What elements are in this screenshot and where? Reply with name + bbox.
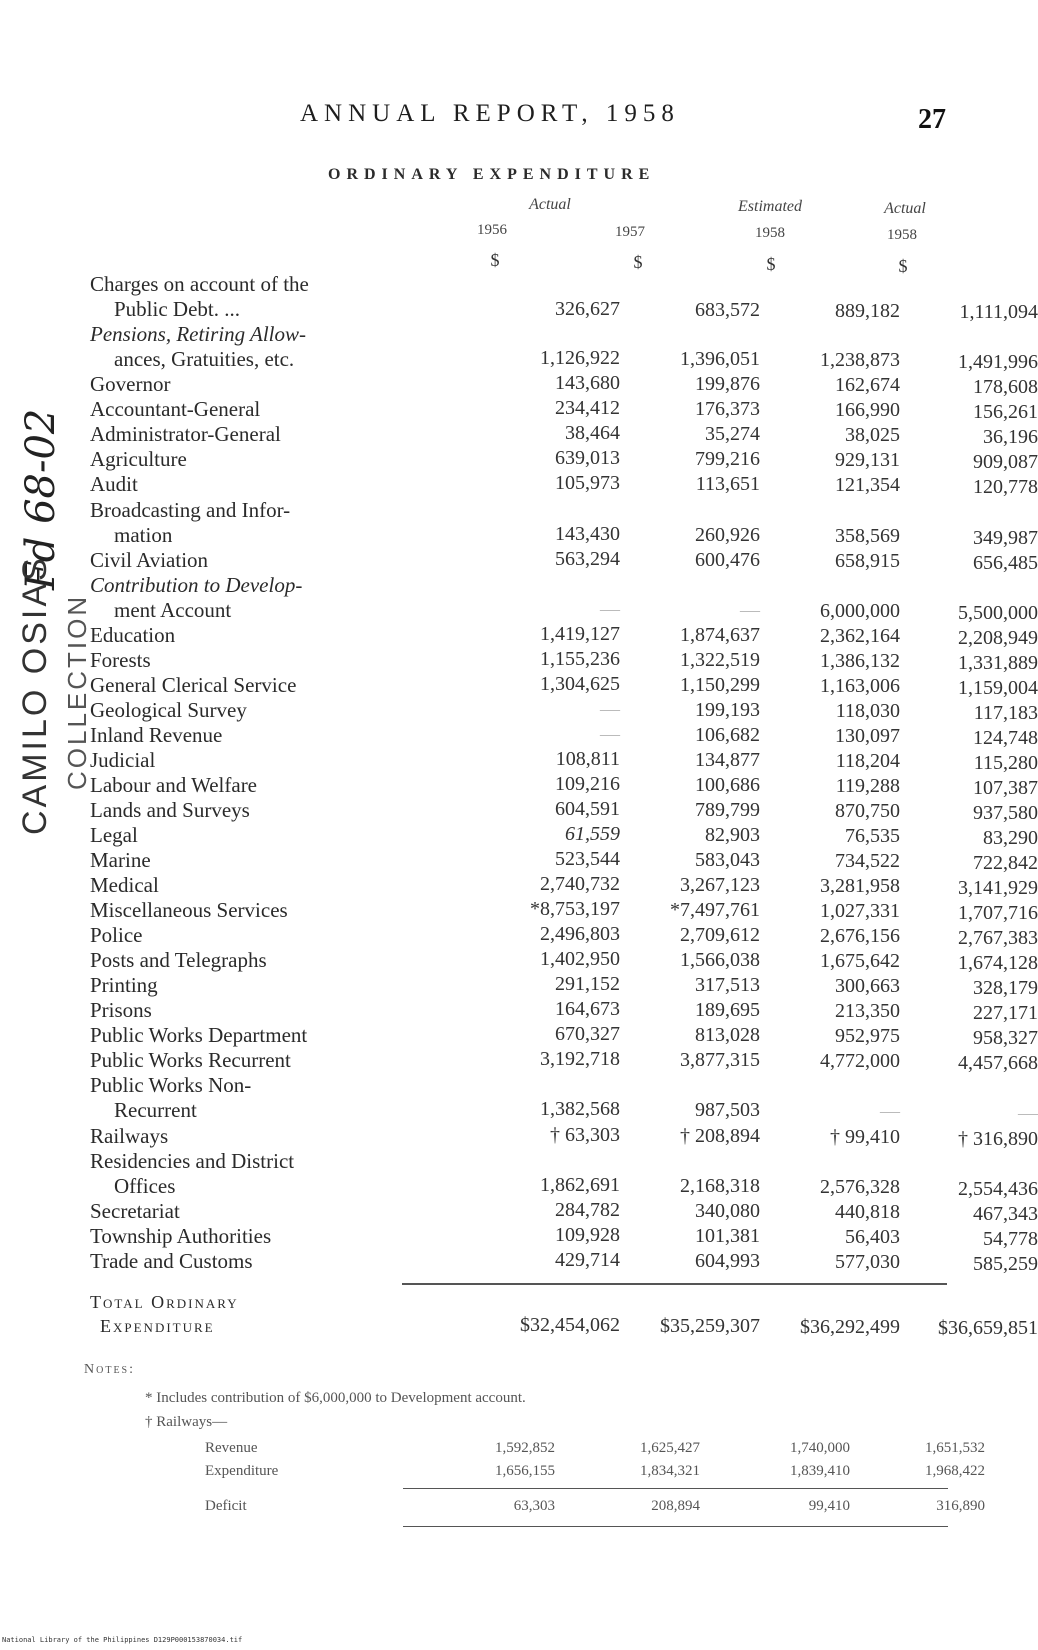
cell-1958-est: 162,674 <box>835 374 900 396</box>
row-label: Inland Revenue <box>90 723 223 747</box>
row-label: Lands and Surveys <box>90 798 250 822</box>
row-label: Police <box>90 923 143 947</box>
row-label-cont: Recurrent <box>114 1098 197 1122</box>
cell-1957: 1,566,038 <box>680 949 760 971</box>
collection-stamp-sub: COLLECTION <box>62 593 92 790</box>
cell-1958-est: 870,750 <box>835 800 900 822</box>
col-year-1958-act: 1958 <box>887 227 917 243</box>
cell-1958-act: 120,778 <box>973 476 1038 498</box>
cell-1956: 3,192,718 <box>540 1048 620 1070</box>
cell-1957: 2,709,612 <box>680 924 760 946</box>
cell-1958-act: 124,748 <box>973 727 1038 749</box>
cell-1958-act: 1,111,094 <box>959 301 1038 323</box>
cell-1958-act: 656,485 <box>973 552 1038 574</box>
report-title: ANNUAL REPORT, 1958 <box>300 100 680 127</box>
cell-1957: 813,028 <box>695 1024 760 1046</box>
cell-1958-est: 166,990 <box>835 399 900 421</box>
cell-1957: 1,874,637 <box>680 624 760 646</box>
total-1957: $35,259,307 <box>660 1315 760 1337</box>
note-cell-1958-est: 1,839,410 <box>790 1463 850 1479</box>
cell-1958-est: † 99,410 <box>830 1126 900 1148</box>
cell-1958-act: 4,457,668 <box>958 1052 1038 1074</box>
row-label: Railways <box>90 1124 169 1148</box>
cell-1958-est: 929,131 <box>835 449 900 471</box>
cell-1957: † 208,894 <box>680 1125 760 1147</box>
row-label: Governor <box>90 372 171 396</box>
cell-1957: 176,373 <box>695 398 760 420</box>
cell-1957: 100,686 <box>695 774 760 796</box>
cell-1958-est: 1,163,006 <box>820 675 900 697</box>
row-label: Contribution to Develop- <box>90 573 303 597</box>
cell-1958-act: 107,387 <box>973 777 1038 799</box>
cell-1958-est: 1,386,132 <box>820 650 900 672</box>
note-cell-1957: 1,834,321 <box>640 1463 700 1479</box>
cell-1956: 109,216 <box>555 773 620 795</box>
cell-1957: 799,216 <box>695 448 760 470</box>
cell-1958-est: 118,030 <box>835 700 900 722</box>
row-label: Prisons <box>90 998 152 1022</box>
note-cell-1956: 63,303 <box>513 1498 555 1514</box>
note-railways-heading: † Railways— <box>145 1414 228 1430</box>
col-year-1956: 1956 <box>477 222 507 238</box>
cell-1957: 82,903 <box>705 824 760 846</box>
currency-col-1: $ <box>490 250 500 270</box>
cell-1956: — <box>600 698 620 720</box>
cell-1958-est: 2,676,156 <box>820 925 900 947</box>
cell-1958-est: 577,030 <box>835 1251 900 1273</box>
row-label-cont: Public Debt. ... <box>114 297 240 321</box>
cell-1956: *8,753,197 <box>530 898 620 920</box>
cell-1958-est: 213,350 <box>835 1000 900 1022</box>
cell-1956: 326,627 <box>555 298 620 320</box>
cell-1956: 291,152 <box>555 973 620 995</box>
cell-1958-act: 2,208,949 <box>958 627 1038 649</box>
cell-1956: 639,013 <box>555 447 620 469</box>
note-cell-1958-act: 316,890 <box>936 1498 985 1514</box>
cell-1958-est: 3,281,958 <box>820 875 900 897</box>
cell-1958-est: 734,522 <box>835 850 900 872</box>
cell-1958-act: 54,778 <box>983 1228 1038 1250</box>
cell-1956: 61,559 <box>565 823 620 845</box>
cell-1958-act: 156,261 <box>973 401 1038 423</box>
cell-1958-est: 121,354 <box>835 474 900 496</box>
row-label: Trade and Customs <box>90 1249 253 1273</box>
cell-1956: 164,673 <box>555 998 620 1020</box>
cell-1957: 3,877,315 <box>680 1049 760 1071</box>
cell-1958-act: 2,554,436 <box>958 1178 1038 1200</box>
cell-1957: — <box>740 599 760 621</box>
cell-1956: 1,126,922 <box>540 347 620 369</box>
total-rule-top <box>402 1283 947 1285</box>
cell-1957: 1,322,519 <box>680 649 760 671</box>
row-label: Broadcasting and Infor- <box>90 498 291 522</box>
cell-1956: 1,402,950 <box>540 948 620 970</box>
col-group-estimated: Estimated <box>738 198 802 215</box>
row-label: Public Works Department <box>90 1023 308 1047</box>
col-year-1958-est: 1958 <box>755 225 785 241</box>
cell-1958-act: 5,500,000 <box>958 602 1038 624</box>
cell-1957: 600,476 <box>695 549 760 571</box>
col-group-actual: Actual <box>529 196 571 213</box>
cell-1958-act: 83,290 <box>983 827 1038 849</box>
row-label: Medical <box>90 873 159 897</box>
cell-1956: 1,155,236 <box>540 648 620 670</box>
note-cell-1957: 1,625,427 <box>640 1440 700 1456</box>
collection-stamp: CAMILO OSIAS <box>16 555 54 835</box>
cell-1958-act: 1,707,716 <box>958 902 1038 924</box>
cell-1958-act: 937,580 <box>973 802 1038 824</box>
cell-1958-act: 349,987 <box>973 527 1038 549</box>
cell-1958-est: 119,288 <box>835 775 900 797</box>
scan-footer: National Library of the Philippines D129P000153870034.tif <box>2 1636 243 1644</box>
notes-heading: Notes: <box>84 1362 135 1377</box>
cell-1958-est: 1,238,873 <box>820 349 900 371</box>
handwritten-call-number: Fd 68-02 <box>18 408 64 590</box>
cell-1958-est: 56,403 <box>845 1226 900 1248</box>
cell-1956: 143,430 <box>555 523 620 545</box>
row-label: Accountant-General <box>90 397 261 421</box>
cell-1956: 143,680 <box>555 372 620 394</box>
cell-1957: 35,274 <box>705 423 760 445</box>
row-label: Marine <box>90 848 151 872</box>
cell-1958-act: 722,842 <box>973 852 1038 874</box>
cell-1958-act: 227,171 <box>973 1002 1038 1024</box>
cell-1958-act: 909,087 <box>973 451 1038 473</box>
cell-1956: 109,928 <box>555 1224 620 1246</box>
cell-1957: *7,497,761 <box>670 899 760 921</box>
cell-1958-act: 958,327 <box>973 1027 1038 1049</box>
row-label: General Clerical Service <box>90 673 297 697</box>
cell-1956: 1,304,625 <box>540 673 620 695</box>
note-cell-1958-act: 1,651,532 <box>925 1440 985 1456</box>
note-row-label: Revenue <box>205 1440 258 1456</box>
cell-1957: 199,876 <box>695 373 760 395</box>
note-cell-1957: 208,894 <box>651 1498 700 1514</box>
cell-1958-est: 300,663 <box>835 975 900 997</box>
cell-1958-act: 1,674,128 <box>958 952 1038 974</box>
cell-1958-est: 2,576,328 <box>820 1176 900 1198</box>
cell-1956: 2,740,732 <box>540 873 620 895</box>
total-1958-act: $36,659,851 <box>938 1317 1038 1339</box>
cell-1958-act: 1,331,889 <box>958 652 1038 674</box>
row-label: Legal <box>90 823 138 847</box>
cell-1958-act: 115,280 <box>973 752 1038 774</box>
cell-1958-est: 1,027,331 <box>820 900 900 922</box>
currency-col-3: $ <box>766 254 776 274</box>
cell-1956: — <box>600 598 620 620</box>
row-label: Public Works Recurrent <box>90 1048 291 1072</box>
cell-1957: 113,651 <box>695 473 760 495</box>
cell-1956: 670,327 <box>555 1023 620 1045</box>
row-label-cont: ances, Gratuities, etc. <box>114 347 295 371</box>
cell-1956: 284,782 <box>555 1199 620 1221</box>
cell-1956: 563,294 <box>555 548 620 570</box>
row-label: Residencies and District <box>90 1149 295 1173</box>
note-cell-1956: 1,656,155 <box>495 1463 555 1479</box>
cell-1958-act: 36,196 <box>983 426 1038 448</box>
row-label: Posts and Telegraphs <box>90 948 267 972</box>
row-label: Charges on account of the <box>90 272 309 296</box>
cell-1957: 1,396,051 <box>680 348 760 370</box>
table-title: ORDINARY EXPENDITURE <box>328 166 656 183</box>
cell-1956: † 63,303 <box>550 1124 620 1146</box>
cell-1958-est: 130,097 <box>835 725 900 747</box>
cell-1956: 234,412 <box>555 397 620 419</box>
total-label: Total Ordinary <box>90 1292 239 1312</box>
note-cell-1958-est: 1,740,000 <box>790 1440 850 1456</box>
deficit-rule-bottom <box>403 1526 948 1527</box>
row-label-cont: ment Account <box>114 598 232 622</box>
cell-1956: 1,862,691 <box>540 1174 620 1196</box>
note-cell-1956: 1,592,852 <box>495 1440 555 1456</box>
cell-1958-act: 2,767,383 <box>958 927 1038 949</box>
cell-1957: 3,267,123 <box>680 874 760 896</box>
cell-1956: 523,544 <box>555 848 620 870</box>
cell-1958-est: 658,915 <box>835 550 900 572</box>
cell-1958-act: 1,491,996 <box>958 351 1038 373</box>
cell-1957: 106,682 <box>695 724 760 746</box>
row-label: Township Authorities <box>90 1224 272 1248</box>
row-label: Public Works Non- <box>90 1073 252 1097</box>
cell-1956: 105,973 <box>555 472 620 494</box>
cell-1958-est: 118,204 <box>835 750 900 772</box>
note-asterisk: * Includes contribution of $6,000,000 to Development account. <box>145 1390 526 1406</box>
row-label: Miscellaneous Services <box>90 898 288 922</box>
note-row-label: Deficit <box>205 1498 247 1514</box>
cell-1957: 789,799 <box>695 799 760 821</box>
cell-1958-act: 178,608 <box>973 376 1038 398</box>
cell-1957: 189,695 <box>695 999 760 1021</box>
deficit-rule-top <box>403 1488 948 1489</box>
row-label: Pensions, Retiring Allow- <box>90 322 307 346</box>
row-label: Secretariat <box>90 1199 180 1223</box>
col-group-actual-1958: Actual <box>884 200 926 217</box>
cell-1958-est: 440,818 <box>835 1201 900 1223</box>
cell-1958-est: 6,000,000 <box>820 600 900 622</box>
cell-1957: 683,572 <box>695 299 760 321</box>
cell-1958-act: 1,159,004 <box>958 677 1038 699</box>
cell-1956: 1,419,127 <box>540 623 620 645</box>
cell-1957: 1,150,299 <box>680 674 760 696</box>
note-cell-1958-act: 1,968,422 <box>925 1463 985 1479</box>
row-label: Administrator-General <box>90 422 281 446</box>
cell-1958-est: 889,182 <box>835 300 900 322</box>
cell-1958-est: 952,975 <box>835 1025 900 1047</box>
cell-1957: 317,513 <box>695 974 760 996</box>
cell-1958-est: 4,772,000 <box>820 1050 900 1072</box>
cell-1958-act: 117,183 <box>973 702 1038 724</box>
cell-1957: 340,080 <box>695 1200 760 1222</box>
cell-1958-est: — <box>880 1100 900 1122</box>
cell-1957: 199,193 <box>695 699 760 721</box>
row-label: Judicial <box>90 748 156 772</box>
cell-1956: 38,464 <box>565 422 620 444</box>
row-label: Agriculture <box>90 447 187 471</box>
row-label-cont: mation <box>114 523 173 547</box>
cell-1958-act: 467,343 <box>973 1203 1038 1225</box>
cell-1957: 260,926 <box>695 524 760 546</box>
cell-1958-act: — <box>1018 1102 1038 1124</box>
cell-1957: 987,503 <box>695 1099 760 1121</box>
note-cell-1958-est: 99,410 <box>808 1498 850 1514</box>
cell-1958-est: 76,535 <box>845 825 900 847</box>
row-label: Audit <box>90 472 138 496</box>
cell-1957: 2,168,318 <box>680 1175 760 1197</box>
cell-1958-est: 2,362,164 <box>820 625 900 647</box>
row-label: Education <box>90 623 176 647</box>
row-label: Geological Survey <box>90 698 247 722</box>
cell-1958-est: 358,569 <box>835 525 900 547</box>
row-label: Forests <box>90 648 151 672</box>
cell-1956: 2,496,803 <box>540 923 620 945</box>
total-1956: $32,454,062 <box>520 1314 620 1336</box>
cell-1957: 101,381 <box>695 1225 760 1247</box>
col-year-1957: 1957 <box>615 224 645 240</box>
cell-1957: 604,993 <box>695 1250 760 1272</box>
cell-1958-act: 585,259 <box>973 1253 1038 1275</box>
cell-1956: 604,591 <box>555 798 620 820</box>
total-label-cont: Expenditure <box>100 1316 215 1336</box>
cell-1958-act: 328,179 <box>973 977 1038 999</box>
total-1958-est: $36,292,499 <box>800 1316 900 1338</box>
cell-1958-est: 38,025 <box>845 424 900 446</box>
currency-col-4: $ <box>898 256 908 276</box>
page-number: 27 <box>918 104 946 135</box>
row-label: Printing <box>90 973 158 997</box>
currency-col-2: $ <box>633 252 643 272</box>
cell-1956: — <box>600 723 620 745</box>
cell-1956: 429,714 <box>555 1249 620 1271</box>
cell-1957: 134,877 <box>695 749 760 771</box>
cell-1958-act: 3,141,929 <box>958 877 1038 899</box>
cell-1956: 1,382,568 <box>540 1098 620 1120</box>
row-label: Labour and Welfare <box>90 773 258 797</box>
row-label-cont: Offices <box>114 1174 176 1198</box>
row-label: Civil Aviation <box>90 548 209 572</box>
cell-1957: 583,043 <box>695 849 760 871</box>
cell-1958-act: † 316,890 <box>958 1128 1038 1150</box>
cell-1956: 108,811 <box>555 748 620 770</box>
cell-1958-est: 1,675,642 <box>820 950 900 972</box>
note-row-label: Expenditure <box>205 1463 279 1479</box>
